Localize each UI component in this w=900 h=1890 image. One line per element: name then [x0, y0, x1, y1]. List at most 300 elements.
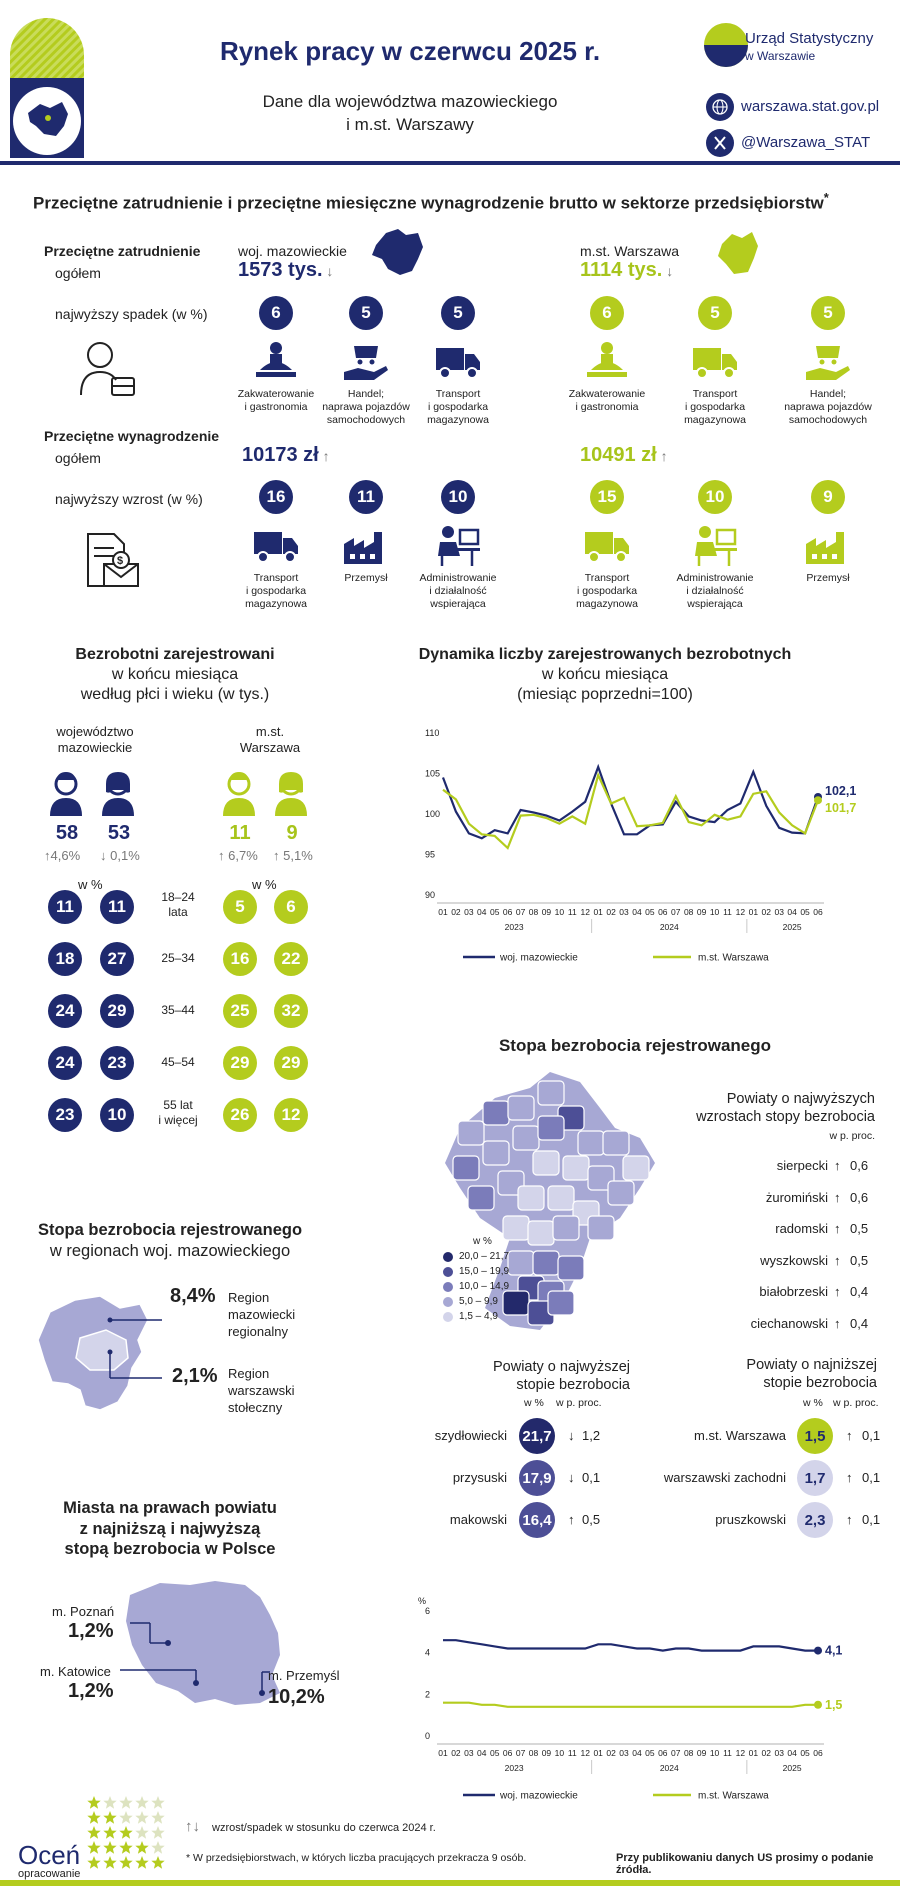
regions-map — [30, 1290, 230, 1420]
x-tick-label: 06 — [658, 907, 668, 917]
age-maz_m-value: 11 — [48, 890, 82, 924]
age-maz_m-value: 23 — [48, 1098, 82, 1132]
arrow-up-icon: ↑ — [568, 1512, 575, 1527]
y-tick-label: 90 — [425, 890, 436, 900]
waw-salary-value: 10491 zł ↑ — [580, 444, 668, 466]
waw-pct-label: w % — [252, 877, 277, 892]
asterisk-note: * W przedsiębiorstwach, w których liczba pracujących przekracza 9 osób. — [186, 1852, 527, 1864]
chef-icon — [250, 340, 302, 389]
star-icon[interactable] — [151, 1856, 164, 1869]
row-total-label: ogółem — [55, 265, 101, 281]
row-employment-label: Przeciętne zatrudnienie — [44, 243, 201, 259]
powiat-area — [468, 1186, 494, 1210]
powiat-area — [508, 1096, 534, 1120]
star-icon[interactable] — [103, 1811, 116, 1824]
x-tick-label: 03 — [619, 907, 629, 917]
x-tick-label: 04 — [477, 1748, 487, 1758]
mazowsze-badge-icon — [10, 18, 84, 158]
x-tick-label: 01 — [593, 1748, 603, 1758]
lowest-title: Powiaty o najniższej stopie bezrobocia — [746, 1357, 877, 1392]
series-end-label: 4,1 — [825, 1643, 843, 1658]
highest-change-value: 0,1 — [582, 1470, 601, 1485]
star-icon[interactable] — [119, 1796, 132, 1809]
powiat-area — [533, 1251, 559, 1275]
y-tick-label: 100 — [425, 809, 441, 819]
lowest-rate-value: 2,3 — [797, 1502, 833, 1538]
powiat-area — [563, 1156, 589, 1180]
katowice-label: m. Katowice — [40, 1664, 111, 1679]
legend-item — [443, 1294, 509, 1309]
row-increase-label: najwyższy wzrost (w %) — [55, 491, 203, 507]
legend-label: 20,0 – 21,7 — [459, 1251, 510, 1262]
age-group-label: 18–24 lata — [161, 890, 195, 919]
lowest-change-value: 0,1 — [862, 1512, 881, 1527]
shopping-cart-icon — [340, 340, 392, 389]
growth-powiat-name: radomski — [775, 1221, 828, 1236]
x-tick-label: 03 — [464, 907, 474, 917]
waw-decline-value-1: 6 — [590, 296, 624, 330]
highest-powiat-name: szydłowiecki — [434, 1428, 507, 1443]
powiat-area — [533, 1151, 559, 1175]
maz-salary-value: 10173 zł ↑ — [242, 444, 330, 466]
waw-employment-value: 1114 tys. ↓ — [580, 259, 674, 281]
series-end-label: 1,5 — [825, 1697, 843, 1712]
age-group-label: 25–34 — [161, 951, 195, 965]
legend-item — [443, 1279, 509, 1294]
growth-value: 0,4 — [850, 1284, 869, 1299]
age-group-label: 45–54 — [161, 1055, 195, 1069]
svg-text:$: $ — [117, 555, 124, 567]
highest-col-pp: w p. proc. — [556, 1397, 602, 1409]
year-label: 2024 — [659, 1763, 679, 1773]
przemysl-label: m. Przemyśl — [268, 1668, 340, 1683]
x-tick-label: 09 — [696, 1748, 707, 1758]
x-tick-label: 12 — [735, 1748, 746, 1758]
x-tick-label: 03 — [774, 907, 784, 917]
legend-item — [443, 1249, 509, 1264]
legend-item — [443, 1264, 509, 1279]
growth-powiat-name: wyszkowski — [760, 1252, 828, 1268]
x-tick-label: 06 — [658, 1748, 668, 1758]
y-tick-label: 6 — [425, 1606, 431, 1616]
legend-label-maz: woj. mazowieckie — [500, 952, 578, 964]
highest-rate-value: 16,4 — [519, 1502, 555, 1538]
x-tick-label: 08 — [528, 1748, 539, 1758]
arrow-up-icon: ↑ — [846, 1470, 853, 1485]
waw-decline-value-2: 5 — [698, 296, 732, 330]
x-tick-label: 12 — [735, 907, 746, 917]
series-end-point — [814, 1701, 822, 1709]
x-tick-label: 10 — [554, 907, 565, 917]
age-maz_f-value: 27 — [100, 942, 134, 976]
legend-label: 5,0 – 9,9 — [459, 1296, 498, 1307]
region2-value: 2,1% — [172, 1365, 218, 1387]
region1-label: Region mazowiecki regionalny — [228, 1290, 296, 1339]
waw-men-change: ↑ 6,7% — [218, 848, 258, 863]
y-tick-label: 110 — [425, 728, 440, 738]
header-badge — [10, 18, 84, 158]
powiat-area — [603, 1131, 629, 1155]
star-icon[interactable] — [119, 1826, 132, 1839]
x-tick-label: 12 — [580, 1748, 590, 1758]
document-money-icon — [84, 532, 142, 595]
x-tick-label: 10 — [709, 907, 720, 917]
twitter-link[interactable]: @Warszawa_STAT — [741, 134, 871, 151]
powiat-area — [453, 1156, 479, 1180]
star-icon[interactable] — [87, 1796, 100, 1809]
logo-icon — [703, 22, 749, 68]
series-line-warszawa — [443, 775, 818, 848]
lowest-powiat-name: warszawski zachodni — [663, 1470, 786, 1485]
legend-label-maz: woj. mazowieckie — [500, 1790, 578, 1802]
powiat-area — [528, 1221, 554, 1245]
x-tick-label: 11 — [567, 1748, 577, 1758]
row-salary-label: Przeciętne wynagrodzenie — [44, 428, 220, 444]
star-icon[interactable] — [87, 1811, 100, 1824]
maz-woman-icon — [100, 770, 136, 821]
x-tick-label: 05 — [645, 1748, 655, 1758]
maz-employment-value: 1573 tys. ↓ — [238, 259, 334, 281]
row-salary-total-label: ogółem — [55, 450, 101, 466]
maz-pct-label: w % — [78, 877, 103, 892]
x-tick-label: 04 — [632, 907, 642, 917]
year-label: 2025 — [782, 922, 802, 932]
office-worker-icon — [432, 524, 484, 573]
x-tick-label: 11 — [723, 1748, 732, 1758]
row-decline-label: najwyższy spadek (w %) — [55, 306, 208, 322]
age-waw_f-value: 32 — [274, 994, 308, 1028]
waw-women-value: 9 — [286, 822, 298, 844]
x-tick-label: 10 — [554, 1748, 565, 1758]
growth-powiat-name: ciechanowski — [750, 1315, 828, 1331]
star-icon[interactable] — [135, 1841, 148, 1854]
maz-decline-value-3: 5 — [441, 296, 475, 330]
employment-title: Przeciętne zatrudnienie i przeciętne miesięczne wynagrodzenie brutto w sektorze przedsiębiorstw* — [33, 190, 829, 213]
star-icon[interactable] — [151, 1826, 164, 1839]
dynamics-title: Dynamika liczby zarejestrowanych bezrobotnych w końcu miesiąca (miesiąc poprzedni=100) — [418, 646, 792, 703]
cities-title: Miasta na prawach powiatu z najniższą i najwyższą stopą bezrobocia w Polsce — [63, 1499, 277, 1559]
waw-decline-label-1: Zakwaterowanie i gastronomia — [568, 388, 646, 414]
star-icon[interactable] — [119, 1856, 132, 1869]
waw-men-value: 11 — [229, 822, 251, 844]
maz-man-icon — [48, 770, 84, 821]
rate-label[interactable]: Oceń — [18, 1840, 81, 1870]
x-tick-label: 02 — [761, 1748, 772, 1758]
age-waw_m-value: 5 — [223, 890, 257, 924]
x-tick-label: 02 — [451, 1748, 461, 1758]
maz-label: woj. mazowieckie — [238, 243, 347, 259]
katowice-value: 1,2% — [68, 1680, 114, 1702]
arrow-up-icon: ↑ — [846, 1428, 853, 1443]
age-maz_m-value: 24 — [48, 994, 82, 1028]
x-tick-label: 06 — [813, 907, 823, 917]
x-tick-label: 12 — [580, 907, 590, 917]
stars-rating-icon[interactable] — [86, 1795, 170, 1875]
powiat-area — [548, 1291, 574, 1315]
highest-title: Powiaty o najwyższej stopie bezrobocia — [493, 1359, 630, 1394]
lowest-rate-value: 1,5 — [797, 1418, 833, 1454]
rate-sublabel: opracowanie — [18, 1868, 81, 1880]
x-tick-label: 02 — [606, 1748, 616, 1758]
logo-line2: w Warszawie — [745, 49, 816, 63]
map-legend: w % 20,0 – 21,7 15,0 – 19,9 10,0 – 14,9 5,0 – 9,9 1,5 – 4,9 — [443, 1236, 509, 1324]
x-tick-label: 08 — [528, 907, 539, 917]
maz-increase-value-3: 10 — [441, 480, 475, 514]
age-maz_f-value: 23 — [100, 1046, 134, 1080]
x-tick-label: 09 — [541, 1748, 552, 1758]
star-icon[interactable] — [151, 1811, 164, 1824]
x-tick-label: 11 — [567, 907, 577, 917]
x-tick-label: 02 — [451, 907, 461, 917]
x-tick-label: 02 — [606, 907, 616, 917]
truck-icon — [689, 340, 741, 389]
growth-value: 0,6 — [850, 1189, 869, 1205]
star-icon[interactable] — [87, 1826, 100, 1839]
x-tick-label: 07 — [671, 907, 681, 917]
star-icon[interactable] — [151, 1841, 164, 1854]
maz-decline-label-1: Zakwaterowanie i gastronomia — [237, 388, 315, 414]
legend-swatch — [443, 1312, 453, 1322]
office-worker-icon — [689, 524, 741, 573]
y-unit-label: % — [418, 1596, 427, 1606]
dynamics-line-chart — [400, 720, 860, 980]
truck-icon — [250, 524, 302, 573]
x-tick-label: 05 — [489, 907, 500, 917]
lowest-change-value: 0,1 — [862, 1470, 881, 1485]
page-subtitle-2: i m.st. Warszawy — [346, 115, 474, 134]
waw-increase-value-3: 9 — [811, 480, 845, 514]
waw-woman-icon — [273, 770, 309, 821]
age-waw_f-value: 6 — [274, 890, 308, 924]
legend-label: 15,0 – 19,9 — [459, 1266, 510, 1277]
star-icon[interactable] — [87, 1856, 100, 1869]
year-label: 2023 — [504, 922, 524, 932]
star-icon[interactable] — [151, 1796, 164, 1809]
age-waw_f-value: 12 — [274, 1098, 308, 1132]
x-tick-label: 03 — [464, 1748, 474, 1758]
truck-icon — [581, 524, 633, 573]
rate-map-title: Stopa bezrobocia rejestrowanego — [498, 1036, 772, 1055]
growth-arrow-icon: ↑ — [834, 1189, 841, 1205]
lowest-powiat-name: m.st. Warszawa — [694, 1428, 786, 1443]
star-icon[interactable] — [103, 1856, 116, 1869]
x-tick-label: 04 — [787, 1748, 797, 1758]
highest-change-value: 1,2 — [582, 1428, 601, 1443]
waw-increase-value-2: 10 — [698, 480, 732, 514]
x-tick-label: 07 — [515, 907, 526, 917]
maz-decline-label-2: Handel; naprawa pojazdów samochodowych — [322, 388, 410, 427]
person-case-icon — [78, 340, 138, 403]
arrow-up-icon: ↑ — [846, 1512, 853, 1527]
star-icon[interactable] — [135, 1826, 148, 1839]
powiat-area — [538, 1116, 564, 1140]
y-tick-label: 2 — [425, 1689, 431, 1700]
lowest-change-value: 0,1 — [862, 1428, 881, 1443]
poznan-value: 1,2% — [68, 1620, 114, 1642]
y-tick-label: 0 — [425, 1731, 431, 1741]
star-icon[interactable] — [103, 1826, 116, 1839]
truck-icon — [432, 340, 484, 389]
maz-decline-value-1: 6 — [259, 296, 293, 330]
age-maz_m-value: 18 — [48, 942, 82, 976]
growth-value: 0,6 — [850, 1158, 869, 1173]
star-icon[interactable] — [119, 1841, 132, 1854]
waw-decline-value-3: 5 — [811, 296, 845, 330]
x-tick-label: 03 — [774, 1748, 784, 1758]
factory-icon — [802, 524, 854, 573]
series-end-point — [814, 796, 822, 804]
maz-increase-label-2: Przemysł — [344, 572, 388, 584]
star-icon[interactable] — [135, 1796, 148, 1809]
growth-powiat-name: sierpecki — [776, 1158, 828, 1173]
waw-decline-label-3: Handel; naprawa pojazdów samochodowych — [784, 388, 872, 427]
unemployed-title: Bezrobotni zarejestrowani w końcu miesiąca według płci i wieku (w tys.) — [75, 646, 275, 703]
legend-item — [443, 1309, 509, 1324]
maz-increase-value-1: 16 — [259, 480, 293, 514]
maz-decline-value-2: 5 — [349, 296, 383, 330]
lowest-powiat-name: pruszkowski — [715, 1512, 786, 1527]
powiat-area — [558, 1256, 584, 1280]
age-waw_m-value: 16 — [223, 942, 257, 976]
growth-value: 0,4 — [850, 1315, 869, 1331]
series-end-label: 102,1 — [825, 783, 857, 798]
x-tick-label: 05 — [645, 907, 655, 917]
x-tick-label: 07 — [515, 1748, 526, 1758]
series-end-label: 101,7 — [825, 801, 857, 816]
waw-increase-label-2: Administrowanie i działalność wspierająca — [676, 572, 754, 611]
maz-increase-label-3: Administrowanie i działalność wspierająca — [419, 572, 497, 611]
powiat-area — [458, 1121, 484, 1145]
star-icon[interactable] — [119, 1811, 132, 1824]
legend-label: 1,5 – 4,9 — [459, 1311, 498, 1322]
x-tick-label: 10 — [709, 1748, 720, 1758]
x-tick-label: 03 — [619, 1748, 629, 1758]
growth-arrow-icon: ↑ — [834, 1315, 841, 1331]
powiat-area — [508, 1251, 534, 1275]
factory-icon — [340, 524, 392, 573]
star-icon[interactable] — [135, 1856, 148, 1869]
powiat-area — [588, 1216, 614, 1240]
x-tick-label: 04 — [787, 907, 797, 917]
page-subtitle-1: Dane dla województwa mazowieckiego — [262, 92, 558, 111]
legend-swatch — [443, 1297, 453, 1307]
source-note: Przy publikowaniu danych US prosimy o podanie źródła. — [616, 1852, 874, 1876]
age-group-label: 55 lat i więcej — [158, 1098, 198, 1127]
waw-increase-label-1: Transport i gospodarka magazynowa — [576, 572, 638, 611]
series-line-mazowieckie — [443, 1640, 818, 1650]
website-link[interactable]: warszawa.stat.gov.pl — [741, 98, 880, 115]
x-tick-label: 01 — [748, 1748, 759, 1758]
arrow-note: wzrost/spadek w stosunku do czerwca 2024 r. — [212, 1822, 436, 1834]
x-tick-label: 05 — [800, 1748, 810, 1758]
header-divider — [0, 161, 900, 165]
growth-unit: w p. proc. — [829, 1130, 875, 1142]
x-twitter-icon — [706, 129, 734, 157]
page-title: Rynek pracy w czerwcu 2025 r. — [219, 36, 601, 66]
shopping-cart-icon — [802, 340, 854, 389]
x-tick-label: 11 — [723, 907, 732, 917]
legend-swatch — [443, 1282, 453, 1292]
maz-increase-label-1: Transport i gospodarka magazynowa — [245, 572, 307, 611]
series-line-warszawa — [443, 1703, 818, 1707]
legend-label-waw: m.st. Warszawa — [698, 1790, 769, 1802]
region1-value: 8,4% — [170, 1285, 216, 1307]
x-tick-label: 06 — [502, 1748, 513, 1758]
growth-arrow-icon: ↑ — [834, 1221, 841, 1236]
year-label: 2025 — [782, 1763, 802, 1773]
lowest-col-pct: w % — [803, 1397, 823, 1409]
growth-title: Powiaty o najwyższych wzrostach stopy bezrobocia — [696, 1091, 875, 1126]
age-waw_m-value: 29 — [223, 1046, 257, 1080]
x-tick-label: 08 — [683, 907, 694, 917]
age-waw_f-value: 29 — [274, 1046, 308, 1080]
waw-increase-value-1: 15 — [590, 480, 624, 514]
maz-men-value: 58 — [55, 822, 79, 844]
y-tick-label: 105 — [425, 768, 441, 779]
x-tick-label: 02 — [761, 907, 772, 917]
waw-man-icon — [221, 770, 257, 821]
powiat-area — [578, 1131, 604, 1155]
age-maz_m-value: 24 — [48, 1046, 82, 1080]
series-end-point — [814, 1647, 822, 1655]
growth-value: 0,5 — [850, 1252, 869, 1268]
arrows-icon: ↑↓ — [185, 1818, 200, 1835]
highest-rate-value: 21,7 — [519, 1418, 555, 1454]
footer-bar — [0, 1880, 900, 1886]
x-tick-label: 05 — [800, 907, 810, 917]
powiat-area — [623, 1156, 649, 1180]
highest-change-value: 0,5 — [582, 1512, 601, 1527]
powiat-area — [608, 1181, 634, 1205]
poznan-label: m. Poznań — [52, 1604, 115, 1619]
age-maz_f-value: 11 — [100, 890, 134, 924]
x-tick-label: 09 — [541, 907, 552, 917]
maz-increase-value-2: 11 — [349, 480, 383, 514]
globe-icon — [706, 93, 734, 121]
growth-arrow-icon: ↑ — [834, 1158, 841, 1173]
powiat-area — [518, 1186, 544, 1210]
waw-label: m.st. Warszawa — [580, 243, 680, 259]
highest-powiat-name: makowski — [449, 1512, 507, 1527]
x-tick-label: 06 — [813, 1748, 823, 1758]
star-icon[interactable] — [103, 1841, 116, 1854]
chef-icon — [581, 340, 633, 389]
star-icon[interactable] — [135, 1811, 148, 1824]
maz-women-value: 53 — [107, 822, 131, 844]
x-tick-label: 04 — [477, 907, 487, 917]
growth-powiat-name: białobrzeski — [759, 1284, 828, 1299]
legend-swatch — [443, 1267, 453, 1277]
legend-label-waw: m.st. Warszawa — [698, 952, 769, 964]
warszawa-map-icon — [712, 228, 764, 283]
powiat-area — [548, 1186, 574, 1210]
powiat-area — [538, 1081, 564, 1105]
waw-women-change: ↑ 5,1% — [273, 848, 313, 863]
x-tick-label: 01 — [593, 907, 603, 917]
x-tick-label: 09 — [696, 907, 707, 917]
maz-region-label: województwo mazowieckie — [56, 724, 134, 756]
growth-value: 0,5 — [850, 1221, 869, 1236]
powiat-area — [553, 1216, 579, 1240]
star-icon[interactable] — [87, 1841, 100, 1854]
age-maz_f-value: 10 — [100, 1098, 134, 1132]
x-tick-label: 05 — [489, 1748, 500, 1758]
przemysl-value: 10,2% — [268, 1686, 325, 1708]
star-icon[interactable] — [103, 1796, 116, 1809]
x-tick-label: 01 — [748, 907, 759, 917]
y-tick-label: 4 — [425, 1647, 431, 1658]
waw-increase-label-3: Przemysł — [806, 572, 850, 584]
